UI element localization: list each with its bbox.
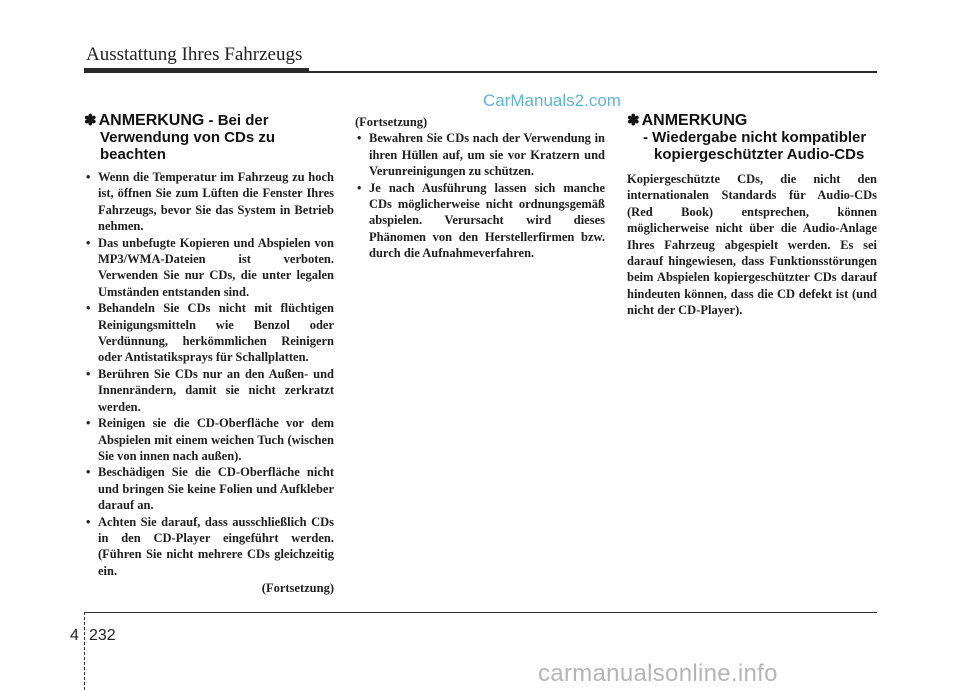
list-item: • Das unbefugte Kopieren und Abspielen von MP3/WMA-Dateien ist verboten. Verwenden Sie nur CDs, die unter legalen Umständen entstanden sind. <box>84 235 334 301</box>
section-title: Ausstattung Ihres Fahrzeugs <box>86 44 303 65</box>
header-rule-thick <box>84 68 309 73</box>
note-heading-copy-protected <box>627 112 877 163</box>
watermark-bottom: carmanualsonline.info <box>538 660 778 687</box>
note-heading-line3: kopiergeschützter Audio-CDs <box>654 146 865 163</box>
list-item: • Beschädigen Sie die CD-Oberfläche nicht und bringen Sie keine Folien und Aufkleber darauf an. <box>84 464 334 513</box>
cd-care-list-continued <box>355 130 605 261</box>
asterisk-icon: ✽ <box>627 112 640 129</box>
header-rule-thin <box>309 71 877 73</box>
list-item: • Je nach Ausführung lassen sich manche CDs möglicherweise nicht ordnungsgemäß abspielen. Verursacht wird dieses Phänomen von den Herstellerfirmen bzw. durch die Aufnahmeverfahren. <box>355 180 605 262</box>
column-middle <box>355 114 605 262</box>
watermark-top: CarManuals2.com <box>483 91 621 110</box>
footer-rule <box>84 612 877 613</box>
list-item: • Reinigen sie die CD-Oberfläche vor dem Abspielen mit einem weichen Tuch (wischen Sie von innen nach außen). <box>84 415 334 464</box>
chapter-number: 4 <box>70 627 79 644</box>
continued-label: (Fortsetzung) <box>261 581 334 596</box>
cd-care-list <box>84 169 334 579</box>
page-number: 232 <box>89 627 116 644</box>
note-heading-main: ANMERKUNG <box>98 112 205 129</box>
list-item: • Achten Sie darauf, dass ausschließlich CDs in den CD-Player eingeführt werden. (Führen Sie nicht mehrere CDs gleichzeitig ein. <box>84 514 334 580</box>
list-item: • Wenn die Temperatur im Fahrzeug zu hoch ist, öffnen Sie zum Lüften die Fenster Ihres Fahrzeugs, bevor Sie das System in Betrieb nehmen. <box>84 169 334 235</box>
note-paragraph: Kopiergeschützte CDs, die nicht den internationalen Standards für Audio-CDs (Red Book) entsprechen, können möglicherweise nicht über die Audio-Anlage Ihres Fahrzeug abgespielt werden. Es sei darauf hingewiesen, dass Funktionsstörungen beim Abspielen kopiergeschützter CDs darauf hindeuten können, dass die CD defekt ist (und nicht der CD-Player). <box>627 172 877 318</box>
note-heading-line3: beachten <box>100 146 166 163</box>
column-left <box>84 112 334 597</box>
asterisk-icon: ✽ <box>84 112 97 129</box>
list-item: • Bewahren Sie CDs nach der Verwendung in ihren Hüllen auf, um sie vor Kratzern und Verunreinigungen zu schützen. <box>355 130 605 179</box>
note-heading-cd-use <box>84 112 334 163</box>
note-heading-line2: Verwendung von CDs zu <box>100 129 276 146</box>
list-item: • Berühren Sie CDs nur an den Außen- und Innenrändern, damit sie nicht zerkratzt werden. <box>84 366 334 415</box>
footer-divider <box>84 612 86 690</box>
note-heading-line2: - Wiedergabe nicht kompatibler <box>643 129 867 146</box>
note-heading-rest: - Bei der <box>204 112 269 129</box>
column-right <box>627 112 877 319</box>
note-heading-main: ANMERKUNG <box>641 112 748 129</box>
continued-label: (Fortsetzung) <box>355 115 428 129</box>
list-item: • Behandeln Sie CDs nicht mit flüchtigen Reinigungsmitteln wie Benzol oder Verdünnung, herkömmlichen Reinigern oder Antistatiksprays für Schallplatten. <box>84 300 334 366</box>
